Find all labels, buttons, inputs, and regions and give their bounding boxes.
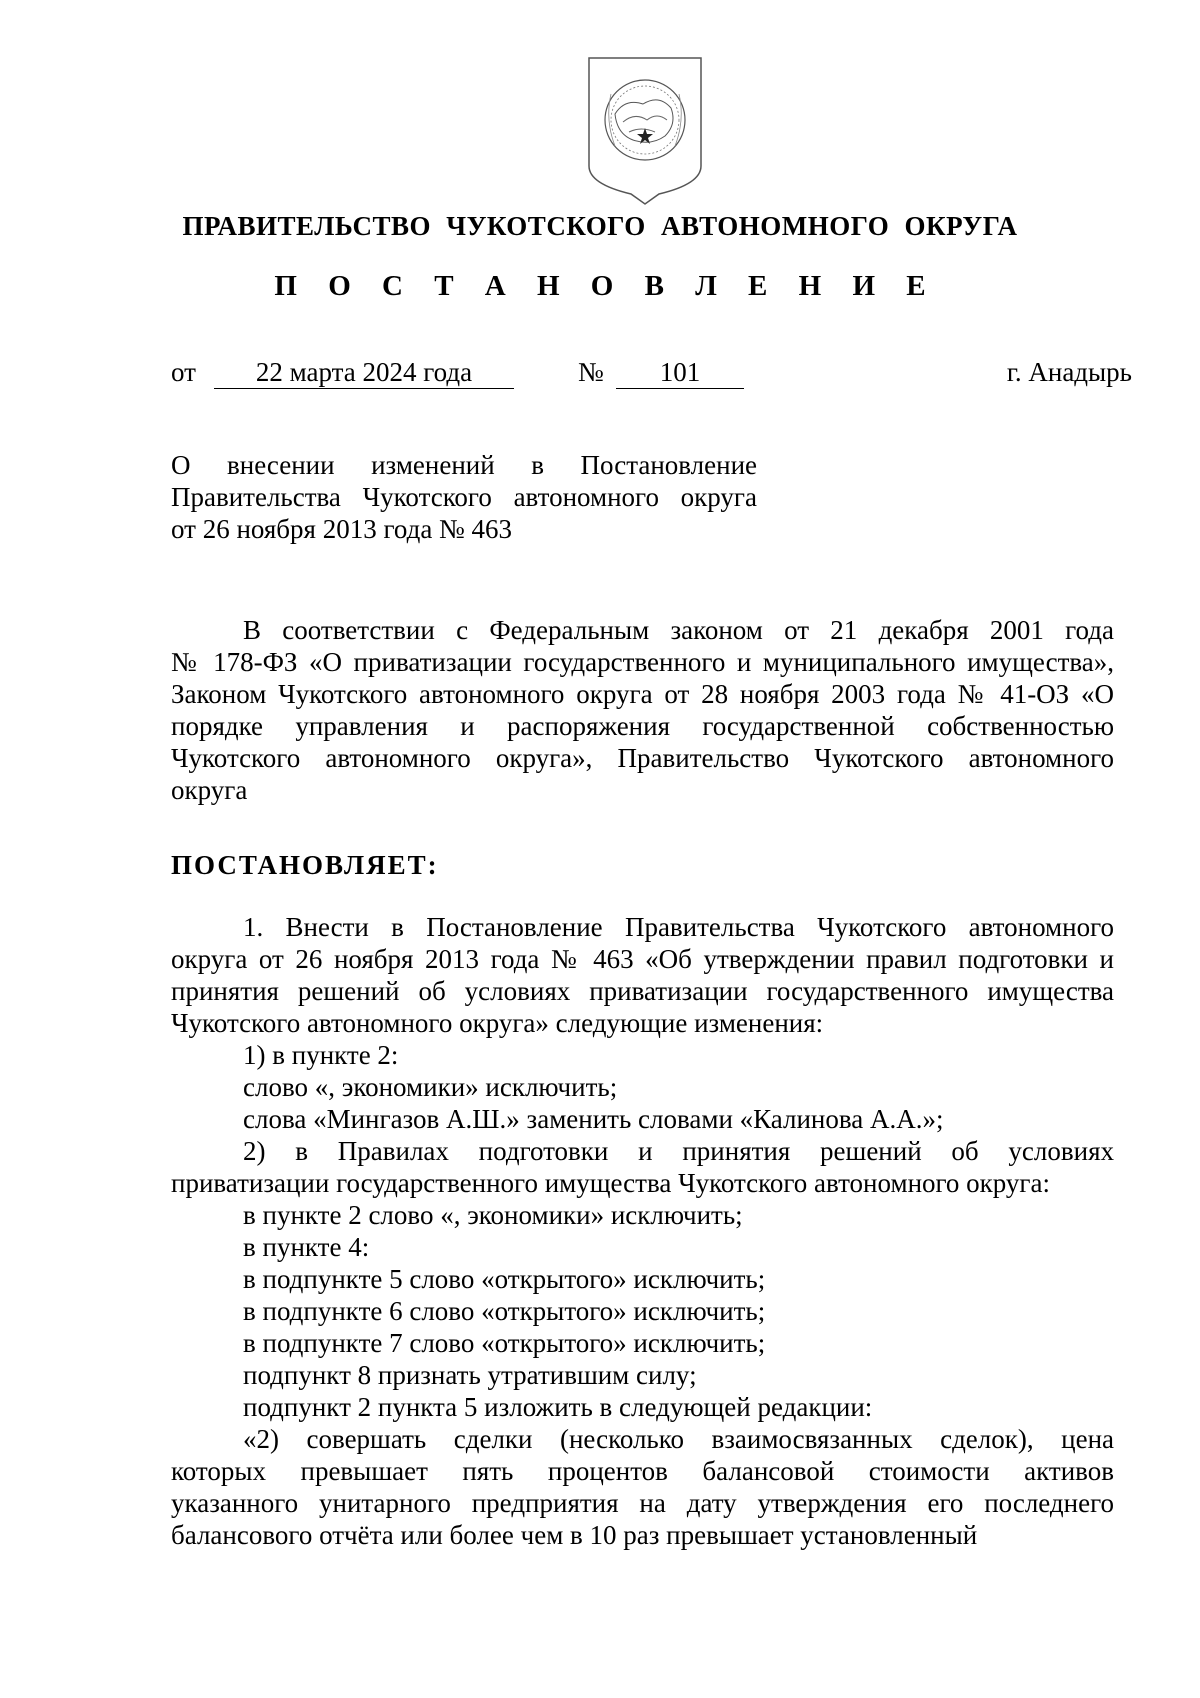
preamble-line: порядке управления и распоряжения государственной собственностью	[171, 711, 1114, 741]
body-line: балансового отчёта или более чем в 10 раз превышает установленный	[171, 1520, 978, 1550]
government-title: ПРАВИТЕЛЬСТВО ЧУКОТСКОГО АВТОНОМНОГО ОКРУГА	[182, 211, 1018, 241]
document-type: П О С Т А Н О В Л Е Н И Е	[274, 270, 938, 302]
body-line: округа от 26 ноября 2013 года № 463 «Об утверждении правил подготовки и	[171, 944, 1114, 974]
body-line: указанного унитарного предприятия на дату утверждения его последнего	[171, 1488, 1114, 1518]
preamble-line: № 178-ФЗ «О приватизации государственного и муниципального имущества»,	[171, 647, 1114, 677]
resolution-body	[171, 911, 1114, 1551]
subject-line: от 26 ноября 2013 года № 463	[171, 514, 513, 544]
document-date: 22 марта 2024 года	[214, 356, 514, 389]
document-subject	[171, 449, 757, 545]
preamble-line: округа	[171, 775, 248, 805]
city: г. Анадырь	[1006, 357, 1132, 387]
body-line: в подпункте 5 слово «открытого» исключить;	[243, 1264, 766, 1294]
preamble	[171, 614, 1114, 806]
body-line: подпункт 8 признать утратившим силу;	[243, 1360, 697, 1390]
body-line: 1) в пункте 2:	[243, 1040, 399, 1070]
preamble-line: Чукотского автономного округа», Правительство Чукотского автономного	[171, 743, 1114, 773]
body-line: в подпункте 7 слово «открытого» исключить;	[243, 1328, 766, 1358]
body-line: 2) в Правилах подготовки и принятия решений об условиях	[243, 1136, 1114, 1166]
body-line: слово «, экономики» исключить;	[243, 1072, 618, 1102]
date-prefix: от	[171, 357, 196, 387]
body-line: которых превышает пять процентов балансовой стоимости активов	[171, 1456, 1114, 1486]
body-line: 1. Внести в Постановление Правительства Чукотского автономного	[243, 912, 1114, 942]
body-line: Чукотского автономного округа» следующие изменения:	[171, 1008, 824, 1038]
body-line: подпункт 2 пункта 5 изложить в следующей редакции:	[243, 1392, 873, 1422]
body-line: приватизации государственного имущества Чукотского автономного округа:	[171, 1168, 1050, 1198]
body-line: в подпункте 6 слово «открытого» исключить;	[243, 1296, 766, 1326]
body-line: «2) совершать сделки (несколько взаимосвязанных сделок), цена	[243, 1424, 1114, 1454]
body-line: принятия решений об условиях приватизации государственного имущества	[171, 976, 1114, 1006]
subject-line: О внесении изменений в Постановление	[171, 450, 757, 480]
preamble-line: В соответствии с Федеральным законом от 21 декабря 2001 года	[243, 615, 1114, 645]
number-sign: №	[578, 357, 604, 387]
body-line: в пункте 4:	[243, 1232, 370, 1262]
body-line: слова «Мингазов А.Ш.» заменить словами «Калинова А.А.»;	[243, 1104, 944, 1134]
preamble-line: Законом Чукотского автономного округа от 28 ноября 2003 года № 41-ОЗ «О	[171, 679, 1114, 709]
body-line: в пункте 2 слово «, экономики» исключить;	[243, 1200, 743, 1230]
coat-of-arms-emblem	[585, 54, 705, 206]
document-number: 101	[616, 356, 744, 389]
resolves-heading: ПОСТАНОВЛЯЕТ:	[171, 850, 439, 880]
subject-line: Правительства Чукотского автономного округа	[171, 482, 757, 512]
